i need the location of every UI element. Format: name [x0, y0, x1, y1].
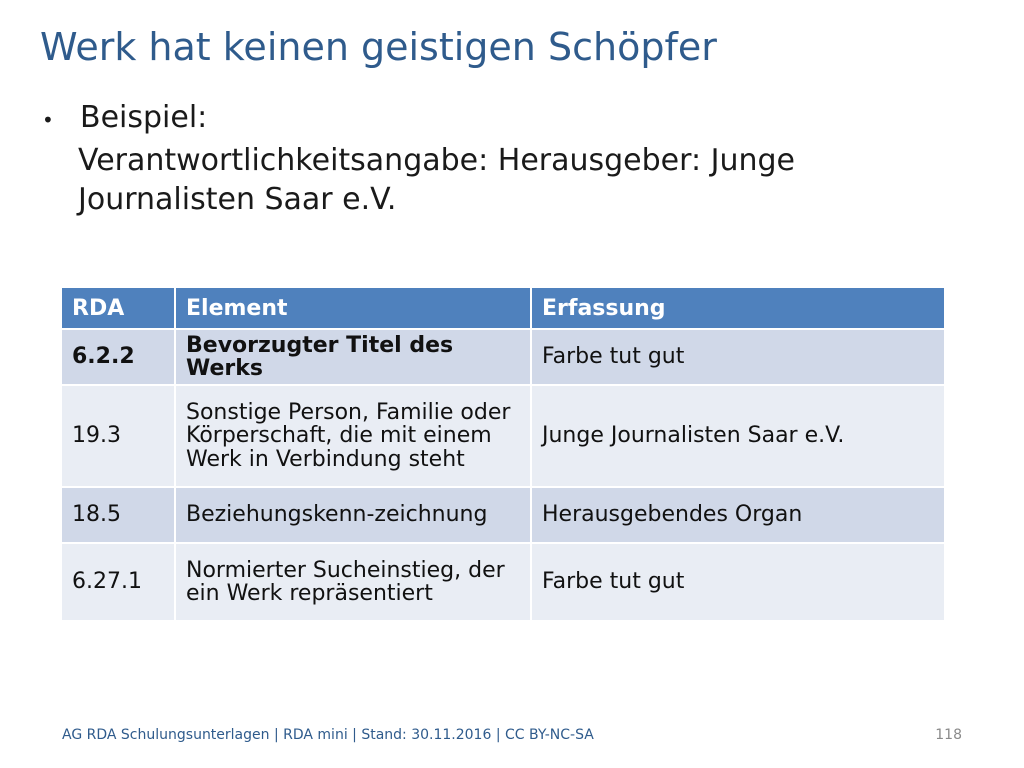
cell-rda: 19.3: [61, 385, 175, 487]
cell-rda: 6.2.2: [61, 329, 175, 385]
cell-element: Bevorzugter Titel des Werks: [175, 329, 531, 385]
page-number: 118: [935, 727, 962, 743]
bullet-icon: •: [42, 108, 54, 132]
table-row: [61, 543, 945, 621]
header-erfassung: Erfassung: [531, 287, 945, 329]
table-row: [61, 487, 945, 543]
slide-title: Werk hat keinen geistigen Schöpfer: [40, 25, 717, 69]
cell-element: Normierter Sucheinstieg, der ein Werk repräsentiert: [175, 543, 531, 621]
table-row: [61, 385, 945, 487]
table-header-row: [61, 287, 945, 329]
cell-element: Beziehungskenn-zeichnung: [175, 487, 531, 543]
bullet-label: Beispiel:: [80, 100, 208, 135]
cell-erfassung: Herausgebendes Organ: [531, 487, 945, 543]
cell-rda: 6.27.1: [61, 543, 175, 621]
bullet-block: [40, 98, 940, 219]
statement-text: Verantwortlichkeitsangabe: Herausgeber: Junge Journalisten Saar e.V.: [78, 143, 795, 217]
rda-table: [60, 286, 946, 622]
table-row: [61, 329, 945, 385]
cell-erfassung: Farbe tut gut: [531, 543, 945, 621]
cell-rda: 18.5: [61, 487, 175, 543]
header-element: Element: [175, 287, 531, 329]
cell-element: Sonstige Person, Familie oder Körperschaft, die mit einem Werk in Verbindung steht: [175, 385, 531, 487]
header-rda: RDA: [61, 287, 175, 329]
bullet-item: [40, 98, 940, 137]
cell-erfassung: Junge Journalisten Saar e.V.: [531, 385, 945, 487]
footer-text: AG RDA Schulungsunterlagen | RDA mini | Stand: 30.11.2016 | CC BY-NC-SA: [62, 727, 594, 743]
cell-erfassung: Farbe tut gut: [531, 329, 945, 385]
